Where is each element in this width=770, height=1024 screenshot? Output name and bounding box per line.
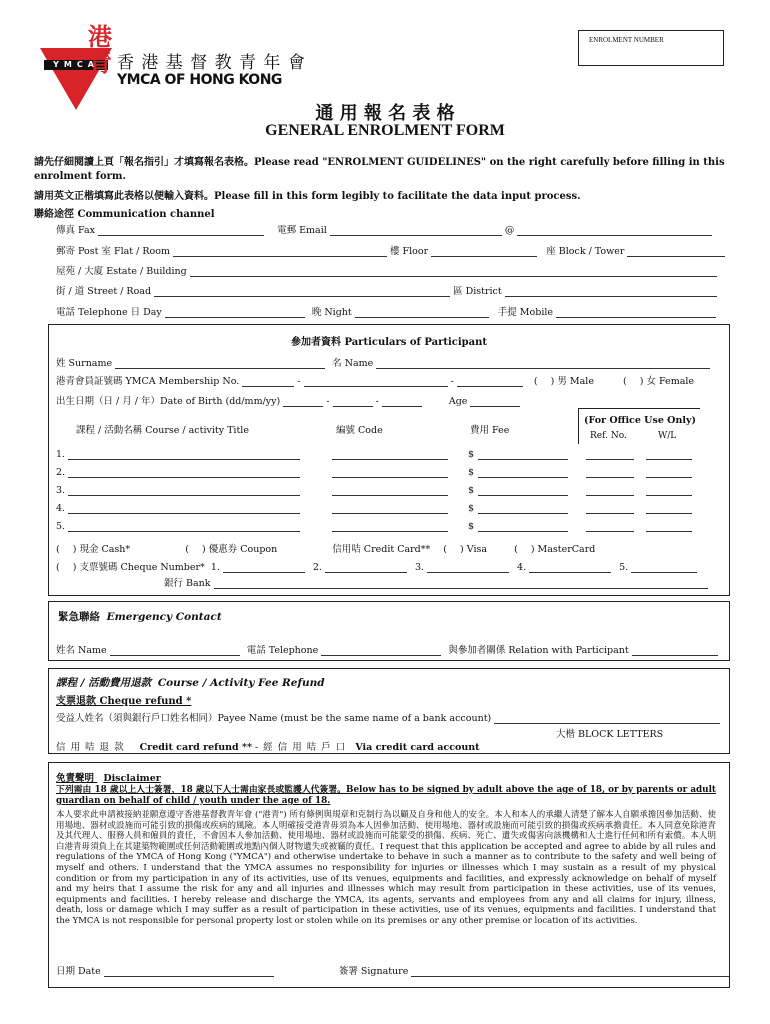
course-code-field[interactable] — [332, 503, 448, 514]
visa-option[interactable]: ) Visa — [460, 544, 488, 555]
street-field[interactable] — [154, 286, 450, 297]
course-title-field[interactable] — [68, 485, 300, 496]
cheque-slot-number: 3. — [414, 562, 425, 573]
fee-dollar: $ — [468, 521, 475, 532]
refund-title-cn: 課程 / 活動費用退款 — [56, 677, 152, 689]
membership-row — [56, 373, 694, 387]
bank-field[interactable] — [214, 578, 708, 589]
night-label: 晚 Night — [311, 307, 352, 318]
payee-label: 受益人姓名（須與銀行戶口姓名相同）Payee Name (must be the same name of a bank account) — [56, 713, 492, 724]
estate-field[interactable] — [190, 266, 717, 277]
course-title-field[interactable] — [68, 449, 300, 460]
disclaimer-title — [56, 770, 161, 784]
payment-row-1 — [56, 541, 595, 555]
course-fee-field[interactable] — [478, 503, 568, 514]
intro-line1-en: Please read "ENROLMENT GUIDELINES" on the right carefully before filling in this enrolment form. — [34, 157, 725, 182]
code-col-header: 編號 Code — [336, 425, 383, 436]
night-phone-field[interactable] — [355, 307, 489, 318]
cc-refund-row — [56, 739, 480, 753]
sign-rule-en: Below has to be signed by adult above the age of 18, or by parents or adult guardian on behalf of child / youth under the age of 18. — [56, 785, 716, 806]
cash-paren[interactable]: ( — [56, 544, 60, 555]
fee-dollar: $ — [468, 467, 475, 478]
credit-card-label: 信用咭 Credit Card** — [332, 544, 431, 555]
day-phone-field[interactable] — [165, 307, 305, 318]
course-code-field[interactable] — [332, 449, 448, 460]
surname-label: 姓 Surname — [56, 358, 113, 369]
course-code-field[interactable] — [332, 485, 448, 496]
block-field[interactable] — [627, 246, 725, 257]
enrolment-number-box[interactable] — [578, 30, 724, 66]
dob-dash-2: - — [375, 396, 379, 407]
form-title-cn: 通 用 報 名 表 格 — [315, 103, 455, 124]
dob-label: 出生日期（日 / 月 / 年）Date of Birth (dd/mm/yy) — [56, 396, 281, 407]
fax-email-row — [56, 222, 712, 236]
course-title-field[interactable] — [68, 467, 300, 478]
email-at: @ — [504, 225, 515, 236]
ref-no-field[interactable] — [586, 467, 634, 478]
cheque-refund — [56, 692, 191, 707]
disclaimer-body — [56, 810, 716, 927]
course-title-field[interactable] — [68, 521, 300, 532]
course-title-field[interactable] — [68, 503, 300, 514]
participant-title: 參加者資料 Particulars of Participant — [290, 337, 488, 348]
female-option[interactable]: ) 女 Female — [639, 376, 695, 387]
master-paren[interactable]: ( — [514, 544, 518, 555]
relation-label: 與參加者關係 Relation with Participant — [448, 645, 629, 656]
flat-label: 室 Flat / Room — [101, 246, 170, 257]
fee-dollar: $ — [468, 449, 475, 460]
visa-paren[interactable]: ( — [443, 544, 447, 555]
signature-row — [56, 963, 729, 977]
logo-text: YMCA — [53, 60, 99, 69]
emergency-name-label: 姓名 Name — [56, 645, 107, 656]
cash-option[interactable]: ) 現金 Cash* — [72, 544, 131, 555]
relation-field[interactable] — [632, 645, 718, 656]
ref-no-header: Ref. No. — [590, 431, 627, 441]
age-label: Age — [448, 396, 468, 407]
bank-row — [164, 575, 708, 589]
course-fee-field[interactable] — [478, 467, 568, 478]
ref-no-field[interactable] — [586, 449, 634, 460]
fee-dollar: $ — [468, 485, 475, 496]
intro-line2 — [34, 187, 581, 202]
fax-field[interactable] — [98, 225, 264, 236]
enrolment-number-label: ENROLMENT NUMBER — [589, 36, 664, 44]
ref-no-field[interactable] — [586, 485, 634, 496]
course-row-number: 4. — [56, 503, 66, 514]
wl-field[interactable] — [646, 467, 692, 478]
comm-title: 聯絡途徑 Communication channel — [34, 209, 215, 220]
post-row — [56, 243, 725, 257]
date-label: 日期 Date — [56, 966, 101, 977]
cheque-slot-number: 4. — [517, 562, 527, 573]
name-row — [56, 355, 710, 369]
membership-dash-1: - — [297, 376, 301, 387]
course-code-field[interactable] — [332, 521, 448, 532]
cheque-slot-number: 5. — [619, 562, 629, 573]
intro-line1-cn: 請先仔細閱讀上頁「報名指引」才填寫報名表格。 — [34, 157, 254, 168]
course-row — [56, 521, 692, 532]
emergency-row — [56, 642, 718, 656]
cc-refund-en: Credit card refund ** — [139, 742, 252, 753]
fee-col-header: 費用 Fee — [470, 425, 510, 436]
surname-field[interactable] — [115, 358, 325, 369]
wl-field[interactable] — [646, 503, 692, 514]
wl-field[interactable] — [646, 485, 692, 496]
refund-title — [56, 675, 325, 690]
emergency-telephone-field[interactable] — [321, 645, 441, 656]
cheque-number-slot — [407, 562, 509, 573]
course-row — [56, 503, 692, 514]
street-row — [56, 283, 717, 297]
emergency-title-en: Emergency Contact — [106, 611, 222, 623]
estate-label: 屋苑 / 大廈 Estate / Building — [56, 266, 187, 277]
cc-via-en: Via credit card account — [355, 742, 480, 753]
female-paren[interactable]: ( — [623, 376, 627, 387]
cheque-number-field[interactable] — [223, 562, 305, 573]
male-option[interactable]: ) 男 Male — [550, 376, 594, 387]
bank-label: 銀行 Bank — [164, 578, 211, 589]
dob-year-field[interactable] — [382, 396, 422, 407]
emergency-title — [58, 609, 222, 624]
day-label: 日 Day — [130, 307, 162, 318]
mobile-field[interactable] — [556, 307, 716, 318]
membership-field-1[interactable] — [242, 376, 294, 387]
name-label: 名 Name — [332, 358, 374, 369]
ref-no-field[interactable] — [586, 503, 634, 514]
membership-dash-2: - — [450, 376, 454, 387]
floor-field[interactable] — [431, 246, 537, 257]
course-fee-field[interactable] — [478, 449, 568, 460]
cheque-number-field[interactable] — [631, 562, 697, 573]
email-field-domain[interactable] — [517, 225, 712, 236]
estate-row — [56, 263, 717, 277]
course-row — [56, 467, 692, 478]
master-option[interactable]: ) MasterCard — [530, 544, 596, 555]
course-code-field[interactable] — [332, 467, 448, 478]
cheque-slot-number: 2. — [312, 562, 322, 573]
dob-month-field[interactable] — [333, 396, 373, 407]
emergency-telephone-label: 電話 Telephone — [246, 645, 319, 656]
email-label: 電郵 Email — [277, 225, 327, 236]
cheque-number-field[interactable] — [325, 562, 407, 573]
cheque-number-slot — [208, 562, 305, 573]
fee-dollar: $ — [468, 503, 475, 514]
signature-field[interactable] — [411, 966, 729, 977]
course-row-number: 2. — [56, 467, 66, 478]
dob-dash-1: - — [326, 396, 330, 407]
coupon-option[interactable]: ) 優惠券 Coupon — [201, 544, 278, 555]
disclaimer-body-en: I request that this application be accepted and agree to abide by all rules and regulations of the YMCA of Hong Kong ("YMCA") and otherwise undertake to behave in such a manner as to contribute to the safety and well being of myself and others. I understand that the YMCA assumes no responsibility for injuries or illnesses which I may sustain as a result of my physical condition or from my participation in any of its activities, use of its venues, equipments and facilities, and expressly acknowledge on behalf of myself and my heirs that I assume the risk for any and all injuries and illnesses which may result from participation in these activities, use of its venues, equipments and facilities. I hereby release and discharge the YMCA, its agents, servants and employees from any and all claims for injury, illness, death, loss or damage which I may suffer as a result of participation in these activities, use of its venues, equipments and facilities. I understand that the YMCA is not responsible for personal property lost or stolen while on its premises or any other premise or location of its activities. — [56, 841, 716, 926]
intro-line1 — [34, 156, 730, 184]
course-row — [56, 485, 692, 496]
ref-no-field[interactable] — [586, 521, 634, 532]
cheque-row — [56, 559, 697, 573]
cheque-number-slot — [305, 562, 407, 573]
wl-header: W/L — [658, 431, 677, 441]
office-use-label: (For Office Use Only) — [584, 415, 696, 426]
form-title-en: GENERAL ENROLMENT FORM — [265, 122, 505, 139]
telephone-row — [56, 304, 716, 318]
emergency-name-field[interactable] — [110, 645, 240, 656]
course-row — [56, 449, 692, 460]
course-row-number: 1. — [56, 449, 66, 460]
membership-field-2[interactable] — [304, 376, 448, 387]
payee-row — [56, 710, 720, 724]
disclaimer-title-en: Disclaimer — [103, 773, 161, 784]
course-row-number: 3. — [56, 485, 66, 496]
cheque-paren[interactable]: ( — [56, 562, 60, 573]
flat-field[interactable] — [173, 246, 387, 257]
cheque-refund-en: Cheque refund * — [99, 696, 192, 707]
fax-label: 傳真 Fax — [56, 225, 95, 236]
course-fee-field[interactable] — [478, 485, 568, 496]
block-letters-label: 大楷 BLOCK LETTERS — [556, 729, 664, 740]
intro-line2-cn: 請用英文正楷填寫此表格以便輸入資料。 — [34, 191, 214, 202]
name-field[interactable] — [376, 358, 710, 369]
disclaimer-title-cn: 免責聲明 — [56, 773, 95, 784]
intro-line2-en: Please fill in this form legibly to facilitate the data input process. — [214, 191, 581, 202]
street-label: 街 / 道 Street / Road — [56, 286, 152, 297]
org-name-en: YMCA OF HONG KONG — [117, 72, 282, 88]
mobile-label: 手提 Mobile — [497, 307, 554, 318]
floor-label: 樓 Floor — [390, 246, 429, 257]
org-name-cn: 香 港 基 督 教 青 年 會 — [117, 53, 306, 73]
date-field[interactable] — [104, 966, 274, 977]
coupon-paren[interactable]: ( — [185, 544, 189, 555]
cheque-number-slot — [509, 562, 611, 573]
wl-field[interactable] — [646, 449, 692, 460]
cc-refund-cn: 信 用 咭 退 款 — [56, 742, 125, 753]
sign-rule — [56, 785, 716, 807]
sign-rule-cn: 下列需由 18 歲以上人士簽署，18 歲以下人士需由家長或監護人代簽署。 — [56, 785, 347, 795]
cheque-number-field[interactable] — [529, 562, 611, 573]
district-label: 區 District — [453, 286, 502, 297]
emergency-title-cn: 緊急聯絡 — [58, 611, 100, 623]
membership-label: 港青會員証號碼 YMCA Membership No. — [56, 376, 240, 387]
cheque-slot-number: 1. — [210, 562, 220, 573]
course-row-number: 5. — [56, 521, 66, 532]
payee-field[interactable] — [494, 713, 720, 724]
cheque-fields — [208, 562, 697, 573]
cheque-number-slot — [611, 562, 697, 573]
wl-field[interactable] — [646, 521, 692, 532]
disclaimer-body-cn: 本人要求此申請被接納並願意遵守香港基督教青年會 ("港青") 所有條例與規章和克制行為以顧及自身和他人的安全。本人和本人的承繼人清楚了解本人自願承擔因參加活動、使用場地、器材或設施而可能引致的損傷或疾病的風險。本人明確接受港青毋須為本人因參加活動、使用場地、器材或設施而可能引致的損傷或疾病承擔責任。本人同意免除港青及其代理人、服務人員和僱員的責任，不會因本人參加活動、使用場地、器材或設施而可能蒙受的損傷、疾病、死亡、遺失或傷害向該機構和人士進行任何和所有索償。本人明白港青毋須負上在其建築物範圍或任何活動範圍或地點內個人財物遺失或被竊的責任。 — [56, 810, 716, 852]
signature-label: 簽署 Signature — [338, 966, 409, 977]
course-col-header: 課程 / 活動名稱 Course / activity Title — [76, 425, 249, 436]
district-field[interactable] — [505, 286, 717, 297]
cheque-refund-cn: 支票退款 — [56, 696, 96, 707]
cc-via-cn: - 經 信 用 咭 戶 口 — [254, 742, 347, 753]
dob-day-field[interactable] — [283, 396, 323, 407]
logo-side-char: 港青 — [88, 22, 112, 77]
email-field-user[interactable] — [330, 225, 502, 236]
dob-row — [56, 393, 520, 407]
course-fee-field[interactable] — [478, 521, 568, 532]
male-paren[interactable]: ( — [533, 376, 538, 387]
refund-title-en: Course / Activity Fee Refund — [157, 677, 325, 689]
cheque-number-field[interactable] — [427, 562, 509, 573]
age-field[interactable] — [470, 396, 520, 407]
post-label: 郵寄 Post — [56, 246, 99, 257]
membership-field-3[interactable] — [457, 376, 523, 387]
cheque-option[interactable]: ) 支票號碼 Cheque Number* — [72, 562, 205, 573]
block-label: 座 Block / Tower — [546, 246, 625, 257]
telephone-label: 電話 Telephone — [56, 307, 128, 318]
